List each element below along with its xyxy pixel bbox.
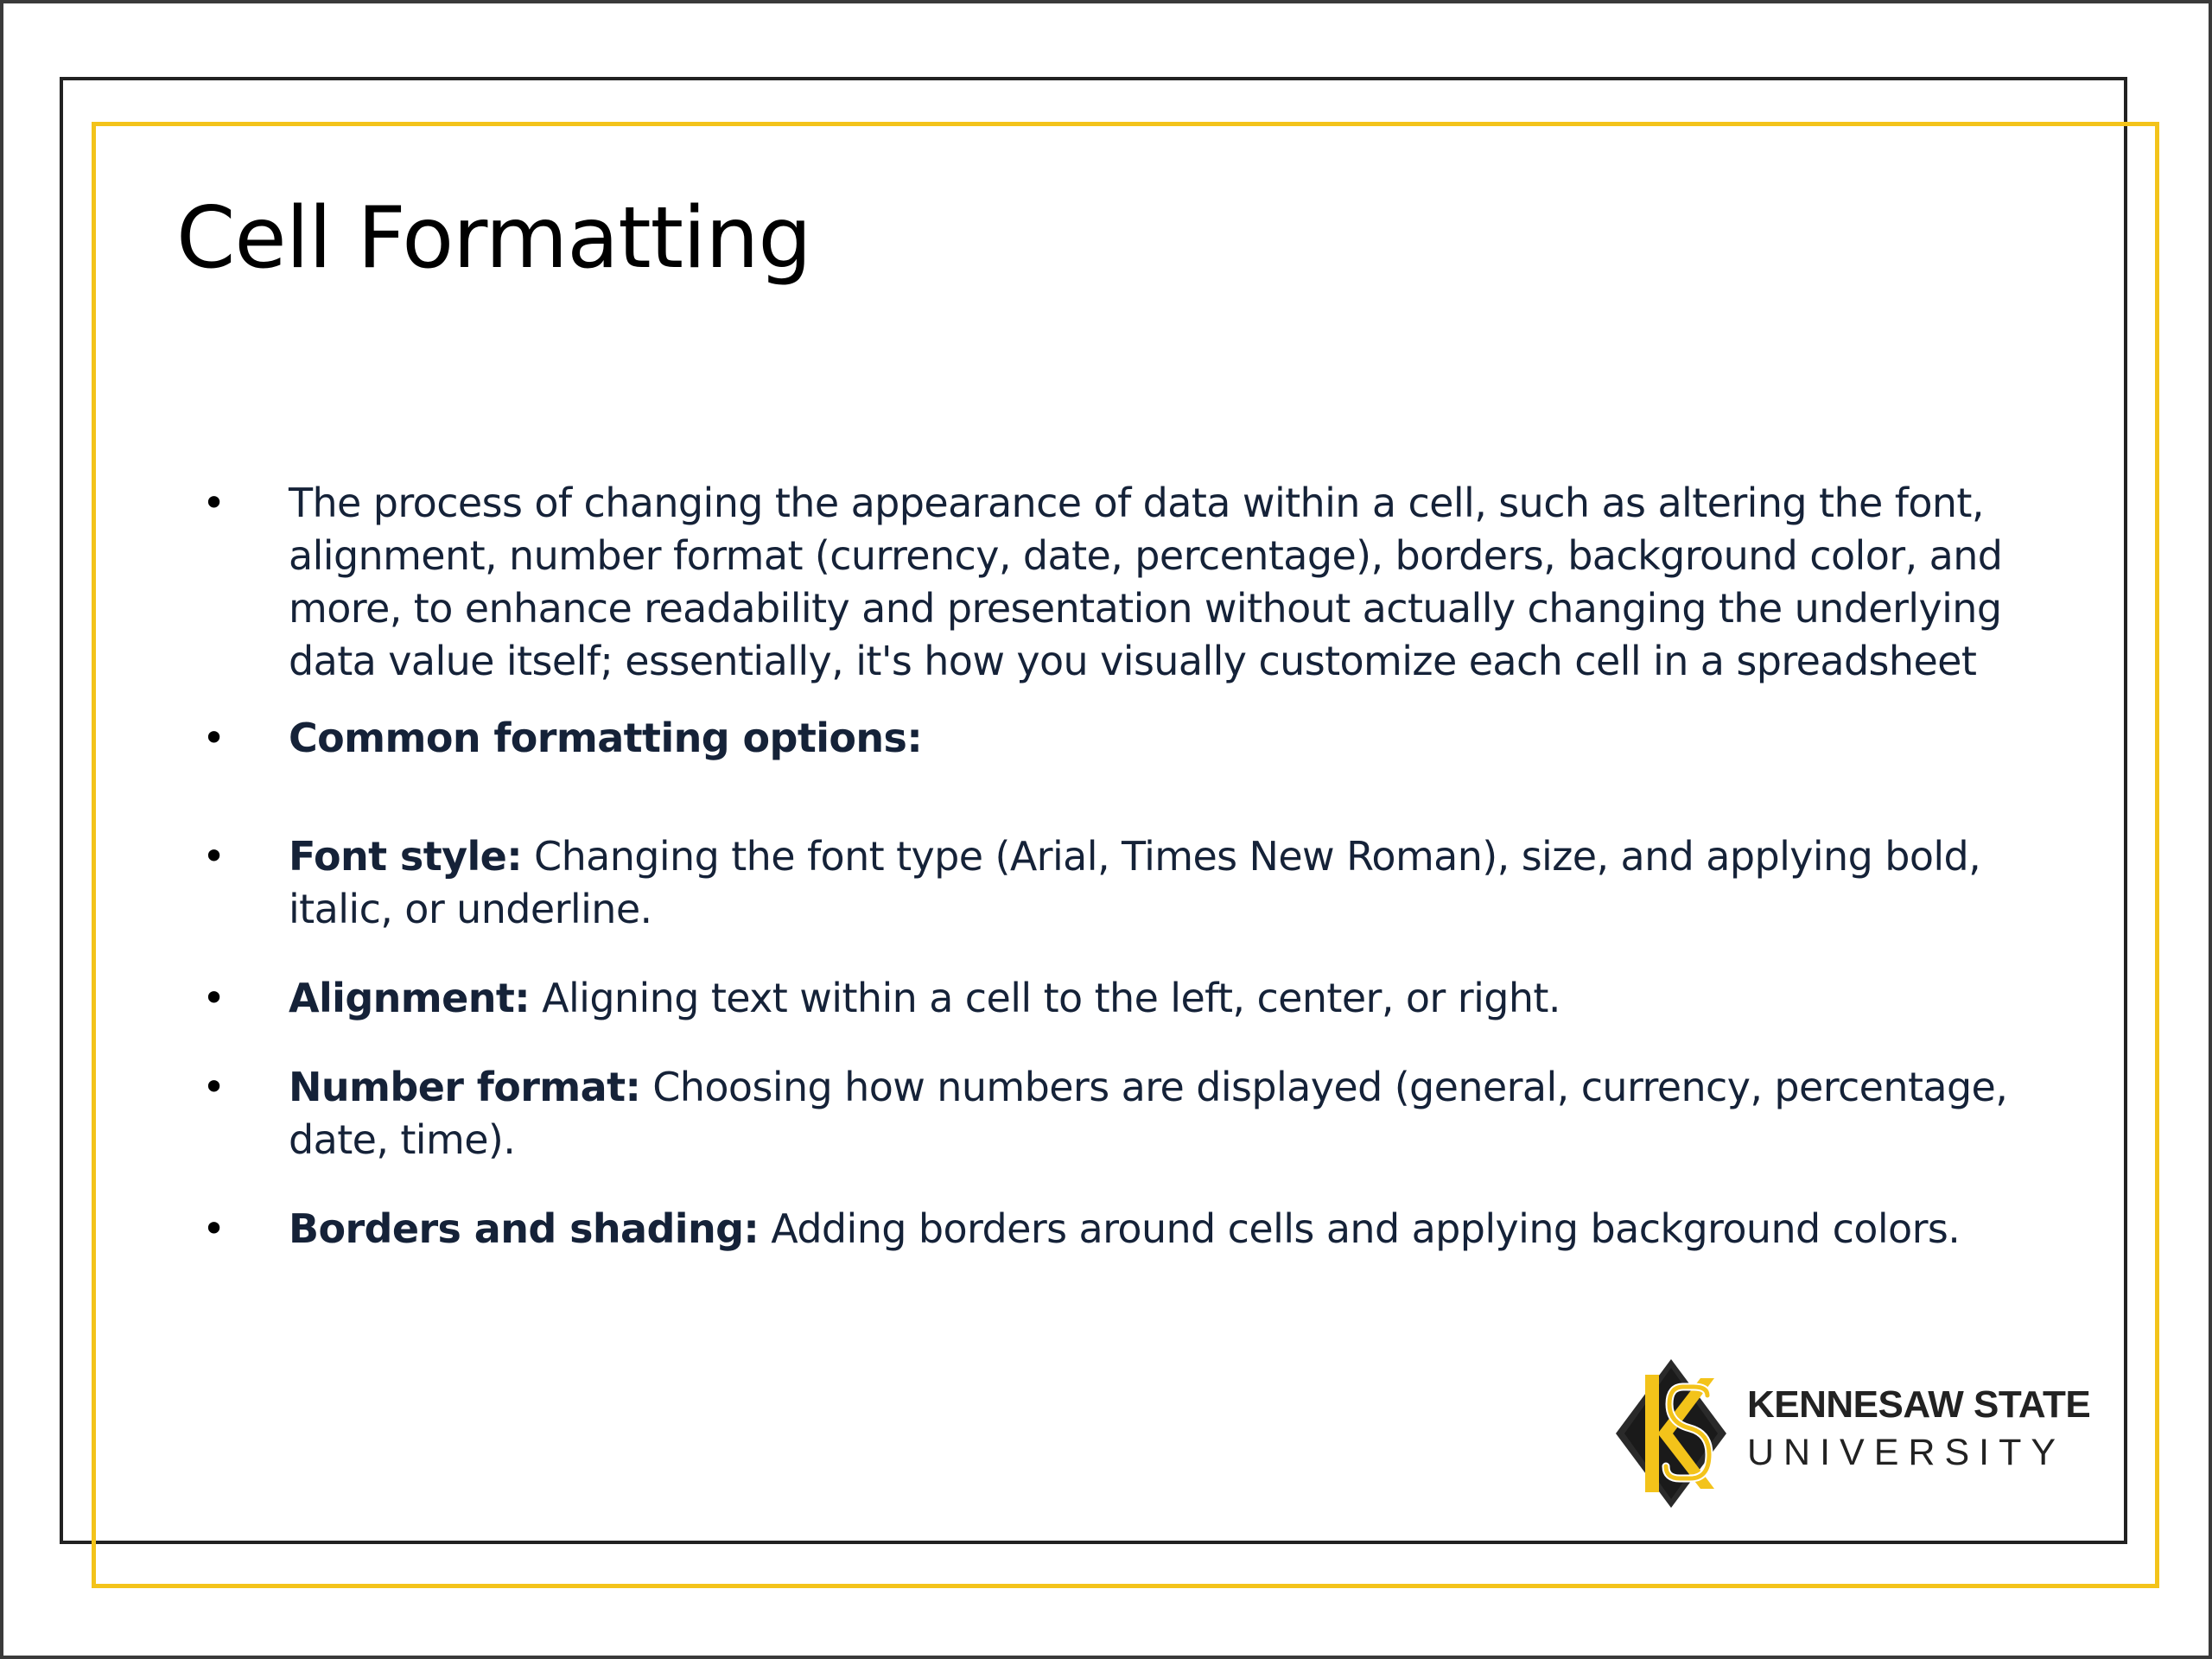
- bullet-font-style: [202, 830, 2051, 936]
- bullet-common-options: [202, 712, 2051, 765]
- bullet-text: Changing the font type (Arial, Times New Roman), size, and applying bold, italic, or underline.: [289, 833, 1981, 932]
- bullet-lead: Font style:: [289, 833, 523, 880]
- logo-wordmark-line1: KENNESAW STATE: [1747, 1383, 2091, 1426]
- logo-wordmark-line2: UNIVERSITY: [1747, 1432, 2066, 1473]
- bullet-text: Aligning text within a cell to the left, center, or right.: [530, 975, 1560, 1021]
- slide-title: Cell Formatting: [176, 189, 811, 288]
- bullet-text: The process of changing the appearance of data within a cell, such as altering the font, alignment, number format (currency, date, percentage), borders, background color, and more, to enhance readability and presentation without actually changing the underlying data value itself; essentially, it's how you visually customize each cell in a spreadsheet: [289, 480, 2003, 684]
- bullet-lead: Alignment:: [289, 975, 531, 1021]
- bullet-text: Adding borders around cells and applying background colors.: [759, 1205, 1961, 1252]
- bullet-lead: Borders and shading:: [289, 1205, 760, 1252]
- bullet-alignment: [202, 972, 2051, 1025]
- bullet-number-format: [202, 1061, 2051, 1166]
- bullet-borders-shading: [202, 1203, 2051, 1255]
- bullet-lead: Number format:: [289, 1064, 641, 1110]
- bullet-list: [202, 477, 2051, 1255]
- bullet-definition: [202, 477, 2051, 688]
- ks-monogram-icon: [1611, 1356, 1732, 1511]
- bullet-text: Choosing how numbers are displayed (general, currency, percentage, date, time).: [289, 1064, 2008, 1163]
- university-logo: [1611, 1356, 2091, 1511]
- bullet-lead: Common formatting options:: [289, 715, 923, 761]
